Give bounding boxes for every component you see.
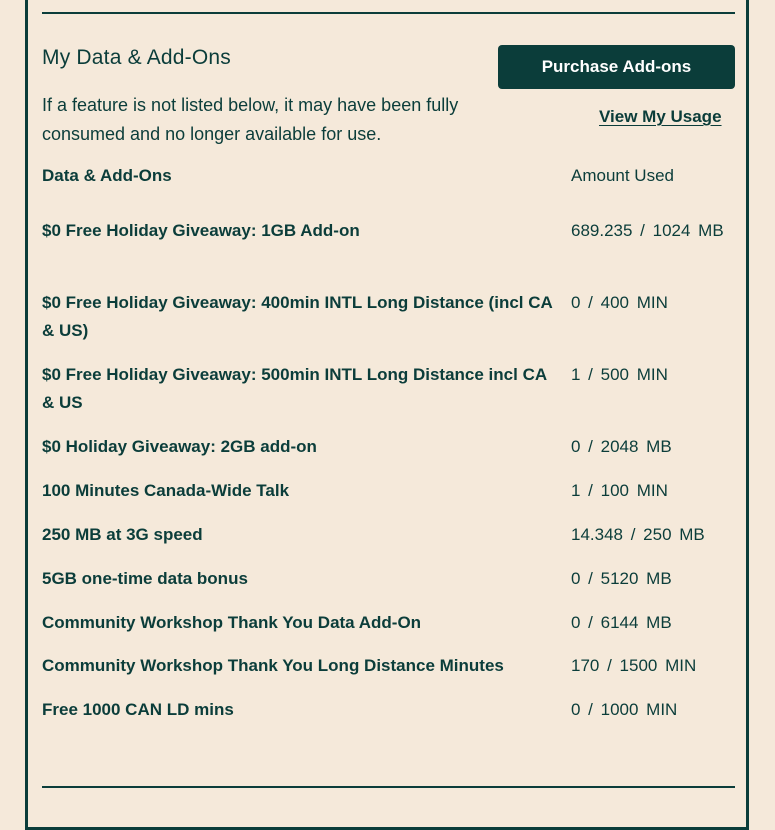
addon-amount: 1 / 100 MIN: [571, 481, 668, 500]
addon-amount: 0 / 2048 MB: [571, 437, 672, 456]
addon-name: Community Workshop Thank You Data Add-On: [42, 613, 422, 632]
column-header-addons: Data & Add-Ons: [42, 166, 172, 185]
purchase-addons-button[interactable]: Purchase Add-ons: [498, 45, 735, 89]
addon-amount: 14.348 / 250 MB: [571, 525, 705, 544]
view-my-usage-link[interactable]: View My Usage: [599, 107, 722, 126]
top-divider: [42, 12, 735, 14]
column-header-amount: Amount Used: [571, 166, 674, 185]
addon-name: 100 Minutes Canada-Wide Talk: [42, 481, 290, 500]
addon-name: Community Workshop Thank You Long Distance Minutes: [42, 656, 504, 675]
addon-name: $0 Holiday Giveaway: 2GB add-on: [42, 437, 317, 456]
addon-amount: 1 / 500 MIN: [571, 365, 668, 384]
addon-name: Free 1000 CAN LD mins: [42, 700, 234, 719]
intro-text: If a feature is not listed below, it may have been fully consumed and no longer available for use.: [42, 95, 459, 144]
section-title: My Data & Add-Ons: [42, 46, 231, 69]
addon-amount: 0 / 6144 MB: [571, 613, 672, 632]
addon-name: 250 MB at 3G speed: [42, 525, 203, 544]
addon-name: $0 Free Holiday Giveaway: 400min INTL Long Distance (incl CA & US): [42, 293, 553, 340]
addon-amount: 0 / 5120 MB: [571, 569, 672, 588]
addon-amount: 170 / 1500 MIN: [571, 656, 697, 675]
addon-amount: 689.235 / 1024 MB: [571, 221, 724, 240]
addon-amount: 0 / 400 MIN: [571, 293, 668, 312]
addon-name: $0 Free Holiday Giveaway: 1GB Add-on: [42, 221, 360, 240]
addon-name: 5GB one-time data bonus: [42, 569, 248, 588]
addon-name: $0 Free Holiday Giveaway: 500min INTL Long Distance incl CA & US: [42, 365, 547, 412]
bottom-divider: [42, 786, 735, 788]
addon-amount: 0 / 1000 MIN: [571, 700, 678, 719]
